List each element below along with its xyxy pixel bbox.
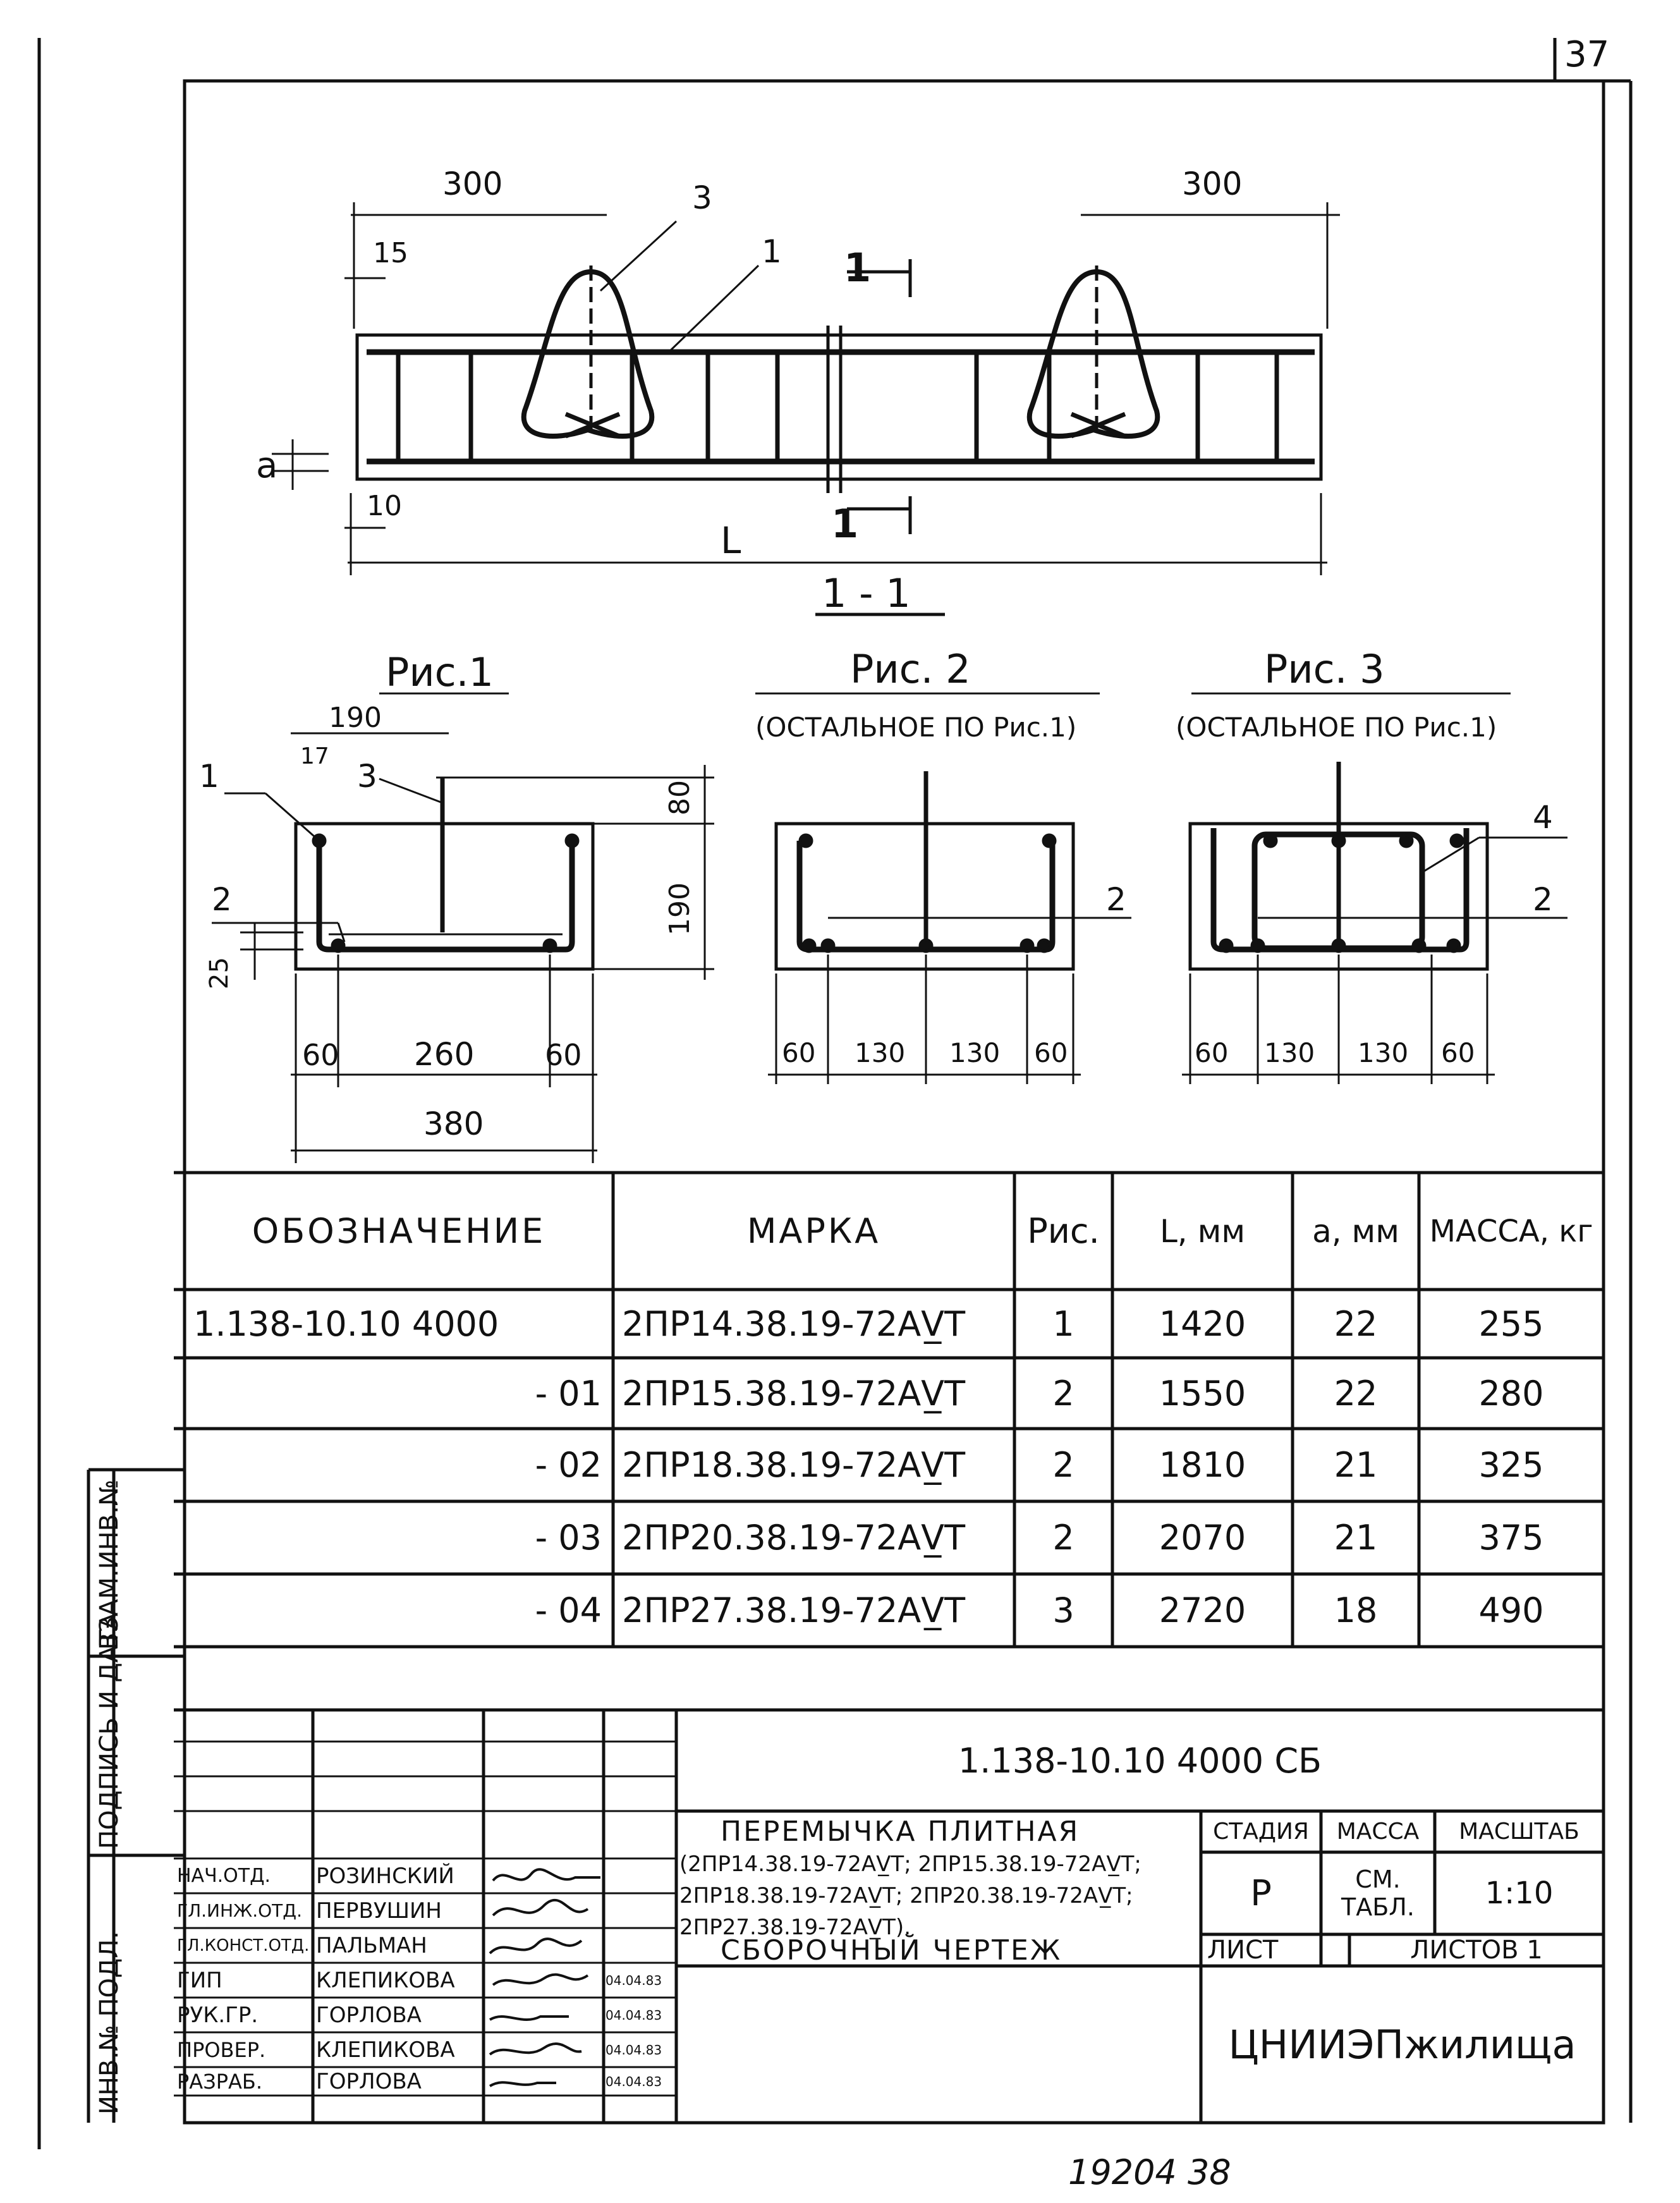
- table-cell-mark: 2ПР20.38.19-72АV̲Т: [622, 1518, 966, 1558]
- stage-header: СТАДИЯ: [1213, 1819, 1309, 1845]
- staff-date: 04.04.83: [606, 2042, 662, 2058]
- callout-3: 3: [692, 180, 712, 216]
- mass-value: СМ. ТАБЛ.: [1341, 1865, 1415, 1921]
- fig2-title: Рис. 2: [850, 646, 971, 692]
- dim-L: L: [721, 519, 741, 562]
- fig1-dim-80: 80: [664, 780, 696, 815]
- fig2-dim-130-right: 130: [949, 1037, 1001, 1068]
- fig3-title: Рис. 3: [1264, 646, 1385, 692]
- staff-name: КЛЕПИКОВА: [316, 2037, 455, 2063]
- staff-name: ГОРЛОВА: [316, 2068, 422, 2094]
- stage-value: Р: [1250, 1872, 1272, 1914]
- page-number: 37: [1564, 34, 1610, 75]
- table-cell-mark: 2ПР27.38.19-72АV̲Т: [622, 1590, 966, 1630]
- staff-date: 04.04.83: [606, 2073, 662, 2089]
- header-mass: МАССА, кг: [1429, 1213, 1593, 1249]
- staff-name: КЛЕПИКОВА: [316, 1967, 455, 1993]
- doc-name-line4: 2ПР27.38.19-72АV̲Т).: [679, 1915, 911, 1940]
- staff-role: НАЧ.ОТД.: [177, 1865, 271, 1887]
- table-cell-designation: - 04: [535, 1590, 602, 1630]
- fig3-note: (ОСТАЛЬНОЕ ПО Рис.1): [1176, 712, 1497, 743]
- table-cell-designation: - 02: [535, 1445, 602, 1485]
- scale-value: 1:10: [1485, 1876, 1554, 1911]
- header-L: L, мм: [1159, 1212, 1246, 1250]
- staff-role: ГЛ.ИНЖ.ОТД.: [177, 1900, 303, 1921]
- table-cell-designation: - 01: [535, 1373, 602, 1413]
- table-cell-mass: 490: [1478, 1590, 1544, 1630]
- table-cell-a: 22: [1334, 1303, 1378, 1344]
- staff-name: РОЗИНСКИЙ: [316, 1863, 454, 1889]
- section-mark-top: 1: [844, 245, 872, 291]
- staff-name: ГОРЛОВА: [316, 2002, 422, 2028]
- dim-15: 15: [373, 237, 408, 269]
- beam-elevation: [272, 202, 1340, 614]
- table-cell-mark: 2ПР15.38.19-72АV̲Т: [622, 1373, 966, 1413]
- section-title: 1 - 1: [822, 570, 911, 616]
- doc-name-line3: 2ПР18.38.19-72АV̲Т; 2ПР20.38.19-72АV̲Т;: [679, 1883, 1133, 1908]
- table-cell-a: 21: [1334, 1518, 1378, 1558]
- fig3-callout-4: 4: [1533, 799, 1553, 836]
- table-cell-mass: 255: [1478, 1303, 1544, 1344]
- table-cell-L: 1420: [1159, 1303, 1246, 1344]
- doc-name-line5: СБОРОЧНЫЙ ЧЕРТЕЖ: [721, 1934, 1062, 1967]
- table-cell-fig: 2: [1052, 1373, 1074, 1413]
- fig1-dim-260: 260: [414, 1036, 475, 1073]
- staff-role: РАЗРАБ.: [177, 2069, 263, 2094]
- side-label-signature-date: ПОДПИСЬ И ДАТА: [95, 1613, 124, 1849]
- fig2-section: [755, 693, 1131, 1084]
- table-cell-fig: 3: [1052, 1590, 1074, 1630]
- sheets-label: ЛИСТОВ 1: [1410, 1936, 1543, 1965]
- table-cell-fig: 2: [1052, 1518, 1074, 1558]
- staff-name: ПАЛЬМАН: [316, 1932, 427, 1958]
- table-cell-L: 1550: [1159, 1373, 1246, 1413]
- fig2-callout-2: 2: [1106, 881, 1126, 918]
- table-cell-mark: 2ПР18.38.19-72АV̲Т: [622, 1445, 966, 1485]
- header-designation: ОБОЗНАЧЕНИЕ: [252, 1211, 546, 1251]
- fig1-dim-25: 25: [205, 957, 234, 989]
- fig2-note: (ОСТАЛЬНОЕ ПО Рис.1): [755, 712, 1077, 743]
- table-cell-fig: 1: [1052, 1303, 1074, 1344]
- table-cell-L: 2720: [1159, 1590, 1246, 1630]
- staff-role: ГИП: [177, 1967, 222, 1993]
- fig1-dim-190-side: 190: [664, 882, 696, 936]
- fig1-callout-3: 3: [357, 758, 377, 795]
- fig2-dim-60-left: 60: [782, 1037, 816, 1068]
- table-cell-mass: 325: [1478, 1445, 1544, 1485]
- staff-role: ГЛ.КОНСТ.ОТД.: [177, 1936, 310, 1955]
- fig1-callout-2: 2: [212, 881, 232, 918]
- section-mark-bottom: 1: [831, 501, 859, 547]
- fig3-callout-2: 2: [1533, 881, 1553, 918]
- fig1-title: Рис.1: [386, 649, 494, 695]
- doc-name-line1: ПЕРЕМЫЧКА ПЛИТНАЯ: [721, 1815, 1080, 1848]
- table-cell-a: 18: [1334, 1590, 1378, 1630]
- fig1-dim-60-left: 60: [302, 1038, 339, 1072]
- signatures: [490, 1869, 600, 2086]
- dim-300-right: 300: [1182, 166, 1243, 202]
- fig3-dim-130-right: 130: [1358, 1037, 1409, 1068]
- header-fig: Рис.: [1027, 1211, 1100, 1251]
- side-label-original-inv: ИНВ.№ ПОДЛ.: [95, 1931, 124, 2115]
- fig1-dim-380: 380: [423, 1106, 484, 1142]
- staff-date: 04.04.83: [606, 2007, 662, 2023]
- fig2-dim-60-right: 60: [1034, 1037, 1068, 1068]
- doc-name-line2: (2ПР14.38.19-72АV̲Т; 2ПР15.38.19-72АV̲Т;: [679, 1852, 1141, 1877]
- fig3-dim-130-left: 130: [1264, 1037, 1315, 1068]
- staff-role: РУК.ГР.: [177, 2002, 259, 2028]
- fig3-section: [1182, 693, 1567, 1084]
- dim-10: 10: [367, 490, 402, 522]
- side-label-interchange: ВЗАМ.ИНВ.№: [95, 1479, 124, 1650]
- sheet-label: ЛИСТ: [1207, 1936, 1279, 1965]
- mass-header: МАССА: [1336, 1819, 1420, 1845]
- fig3-dim-60-left: 60: [1195, 1037, 1229, 1068]
- footer-number: 19204 38: [1068, 2152, 1231, 2192]
- table-cell-mass: 280: [1478, 1373, 1544, 1413]
- organization-name: ЦНИИЭПжилища: [1228, 2021, 1576, 2068]
- fig2-dim-130-left: 130: [855, 1037, 906, 1068]
- dim-a: a: [256, 445, 278, 486]
- staff-name: ПЕРВУШИН: [316, 1898, 442, 1924]
- table-cell-L: 1810: [1159, 1445, 1246, 1485]
- header-a: a, мм: [1312, 1212, 1399, 1250]
- table-cell-mark: 2ПР14.38.19-72АV̲Т: [622, 1303, 966, 1344]
- fig1-section: [212, 693, 714, 1163]
- table-cell-a: 22: [1334, 1373, 1378, 1413]
- table-cell-fig: 2: [1052, 1445, 1074, 1485]
- header-mark: МАРКА: [746, 1211, 881, 1251]
- document-code: 1.138-10.10 4000 СБ: [958, 1740, 1322, 1781]
- fig3-dim-60-right: 60: [1441, 1037, 1475, 1068]
- scale-header: МАСШТАБ: [1459, 1819, 1580, 1845]
- staff-role: ПРОВЕР.: [177, 2037, 266, 2062]
- fig1-dim-190-top: 190: [329, 702, 382, 734]
- table-cell-mass: 375: [1478, 1518, 1544, 1558]
- fig1-dim-17: 17: [300, 743, 329, 769]
- table-cell-designation: - 03: [535, 1518, 602, 1558]
- table-cell-L: 2070: [1159, 1518, 1246, 1558]
- table-cell-a: 21: [1334, 1445, 1378, 1485]
- dim-300-left: 300: [442, 166, 503, 202]
- fig1-dim-60-right: 60: [545, 1038, 582, 1072]
- staff-date: 04.04.83: [606, 1972, 662, 1988]
- table-cell-designation: 1.138-10.10 4000: [193, 1303, 499, 1344]
- callout-1: 1: [762, 233, 782, 270]
- fig1-callout-1: 1: [199, 758, 219, 795]
